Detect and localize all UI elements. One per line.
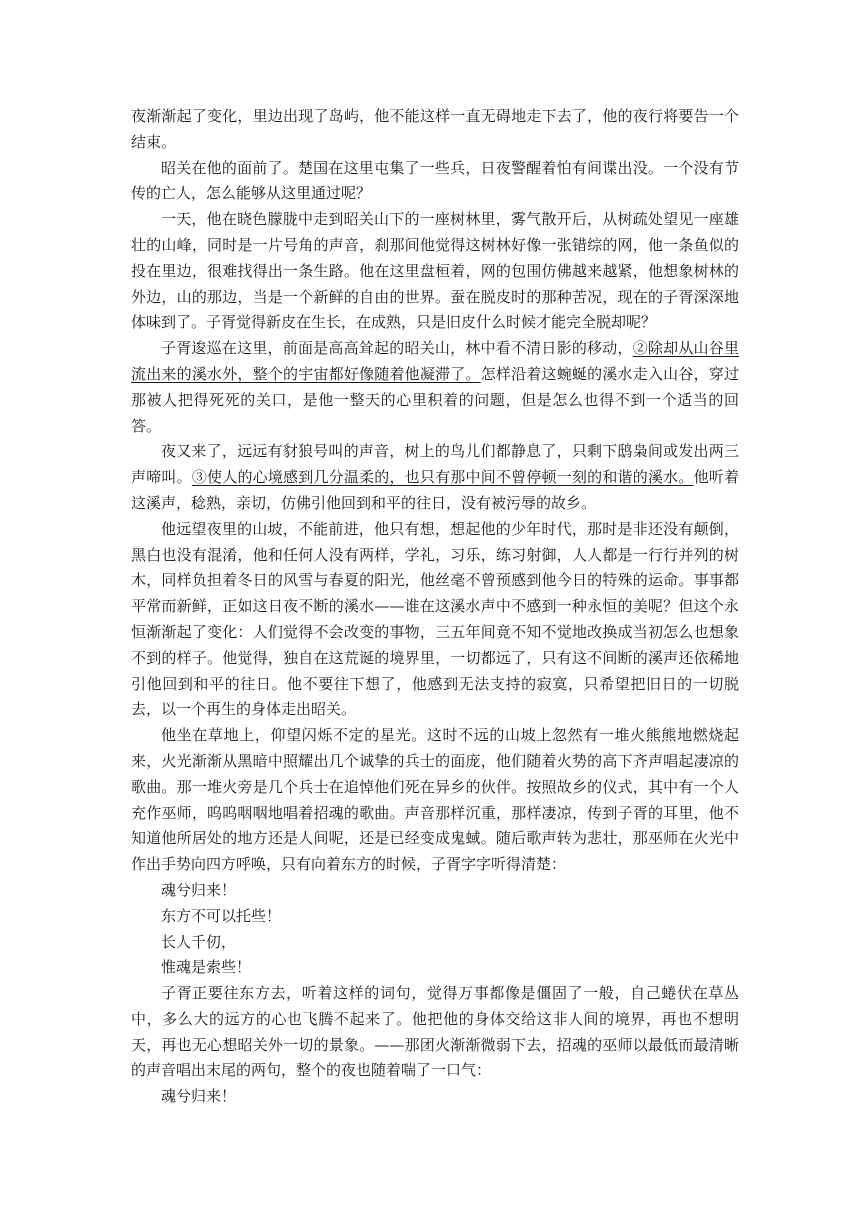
paragraph-6: 他远望夜里的山坡，不能前进，他只有想，想起他的少年时代，那时是非还没有颠倒，黑白也没有混淆，他和任何人没有两样，学礼，习乐，练习射御，人人都是一行行并列的树木，同样负担着冬日的风雪与春夏的阳光，他丝毫不曾预感到他今日的特殊的运命。事事都平常而新鲜，正如这日夜不断的溪水——谁在这溪水声中不感到一种永恒的美呢？但这个永恒渐渐起了变化：人们觉得不会改变的事物，三五年间竟不知不觉地改换成当初怎么也想象不到的样子。他觉得，独自在这荒诞的境界里，一切都远了，只有这不间断的溪声还依稀地引他回到和平的往日。他不要往下想了，他感到无法支持的寂寞，只希望把旧日的一切脱去，以一个再生的身体走出昭关。 — [131, 519, 739, 719]
paragraph-4-text-a: 子胥逡巡在这里，前面是高高耸起的昭关山，林中看不清日影的移动， — [161, 339, 633, 358]
paragraph-5 — [131, 439, 739, 516]
paragraph-2: 昭关在他的面前了。楚国在这里屯集了一些兵，日夜警醒着怕有间谍出没。一个没有节传的亡人，怎么能够从这里通过呢？ — [131, 158, 739, 203]
underlined-sentence-2: ②除却从山谷里流出来的溪水外，整个的宇宙都好像随着他凝滞了。 — [131, 339, 739, 383]
paragraph-4-text-b: 怎样沿着这蜿蜒的溪水走入山谷，穿过那被人把得死死的关口，是他一整天的心里积着的问题，但是怎么也得不到一个适当的回答。 — [131, 364, 739, 435]
paragraph-5-text-b: 他听着这溪声，稔熟，亲切，仿佛引他回到和平的往日，没有被污辱的故乡。 — [131, 468, 739, 512]
paragraph-1: 夜渐渐起了变化，里边出现了岛屿，他不能这样一直无碍地走下去了，他的夜行将要告一个结束。 — [131, 107, 739, 151]
verse-line-5: 魂兮归来！ — [161, 1087, 237, 1106]
verse-line-1: 魂兮归来！ — [161, 880, 237, 899]
document-body — [131, 104, 739, 1110]
verse-line-3: 长人千仞， — [161, 932, 237, 951]
underlined-sentence-3: ③使人的心境感到几分温柔的，也只有那中间不曾停顿一刻的和谐的溪水。 — [191, 468, 694, 487]
paragraph-4 — [131, 336, 739, 439]
verse-line-4: 惟魂是索些！ — [161, 958, 252, 977]
verse-line-2: 东方不可以托些！ — [161, 906, 282, 925]
paragraph-3: 一天，他在晓色朦胧中走到昭关山下的一座树林里，雾气散开后，从树疏处望见一座雄壮的山峰，同时是一片号角的声音，刹那间他觉得这树林好像一张错综的网，他一条鱼似的投在里边，很难找得出一条生路。他在这里盘桓着，网的包围仿佛越来越紧，他想象树林的外边，山的那边，当是一个新鲜的自由的世界。蚕在脱皮时的那种苦况，现在的子胥深深地体味到了。子胥觉得新皮在生长，在成熟，只是旧皮什么时候才能完全脱却呢？ — [131, 210, 739, 332]
paragraph-5-text-a: 夜又来了，远远有豺狼号叫的声音，树上的鸟儿们都静息了，只剩下鸱枭间或发出两三声啼叫。 — [131, 442, 739, 487]
paragraph-8: 子胥正要往东方去，听着这样的词句，觉得万事都像是僵固了一般，自己蜷伏在草丛中，多么大的远方的心也飞腾不起来了。他把他的身体交给这非人间的境界，再也不想明天，再也无心想昭关外一切的景象。——那团火渐渐微弱下去，招魂的巫师以最低而最清晰的声音唱出末尾的两句，整个的夜也随着喘了一口气： — [131, 984, 739, 1080]
paragraph-7: 他坐在草地上，仰望闪烁不定的星光。这时不远的山坡上忽然有一堆火熊熊地燃烧起来，火光渐渐从黑暗中照耀出几个诚挚的兵士的面庞，他们随着火势的高下齐声唱起凄凉的歌曲。那一堆火旁是几个兵士在追悼他们死在异乡的伙伴。按照故乡的仪式，其中有一个人充作巫师，呜呜咽咽地唱着招魂的歌曲。声音那样沉重，那样凄凉，传到子胥的耳里，他不知道他所居处的地方还是人间呢，还是已经变成鬼蜮。随后歌声转为悲壮，那巫师在火光中作出手势向四方呼唤，只有向着东方的时候，子胥字字听得清楚： — [131, 726, 739, 874]
